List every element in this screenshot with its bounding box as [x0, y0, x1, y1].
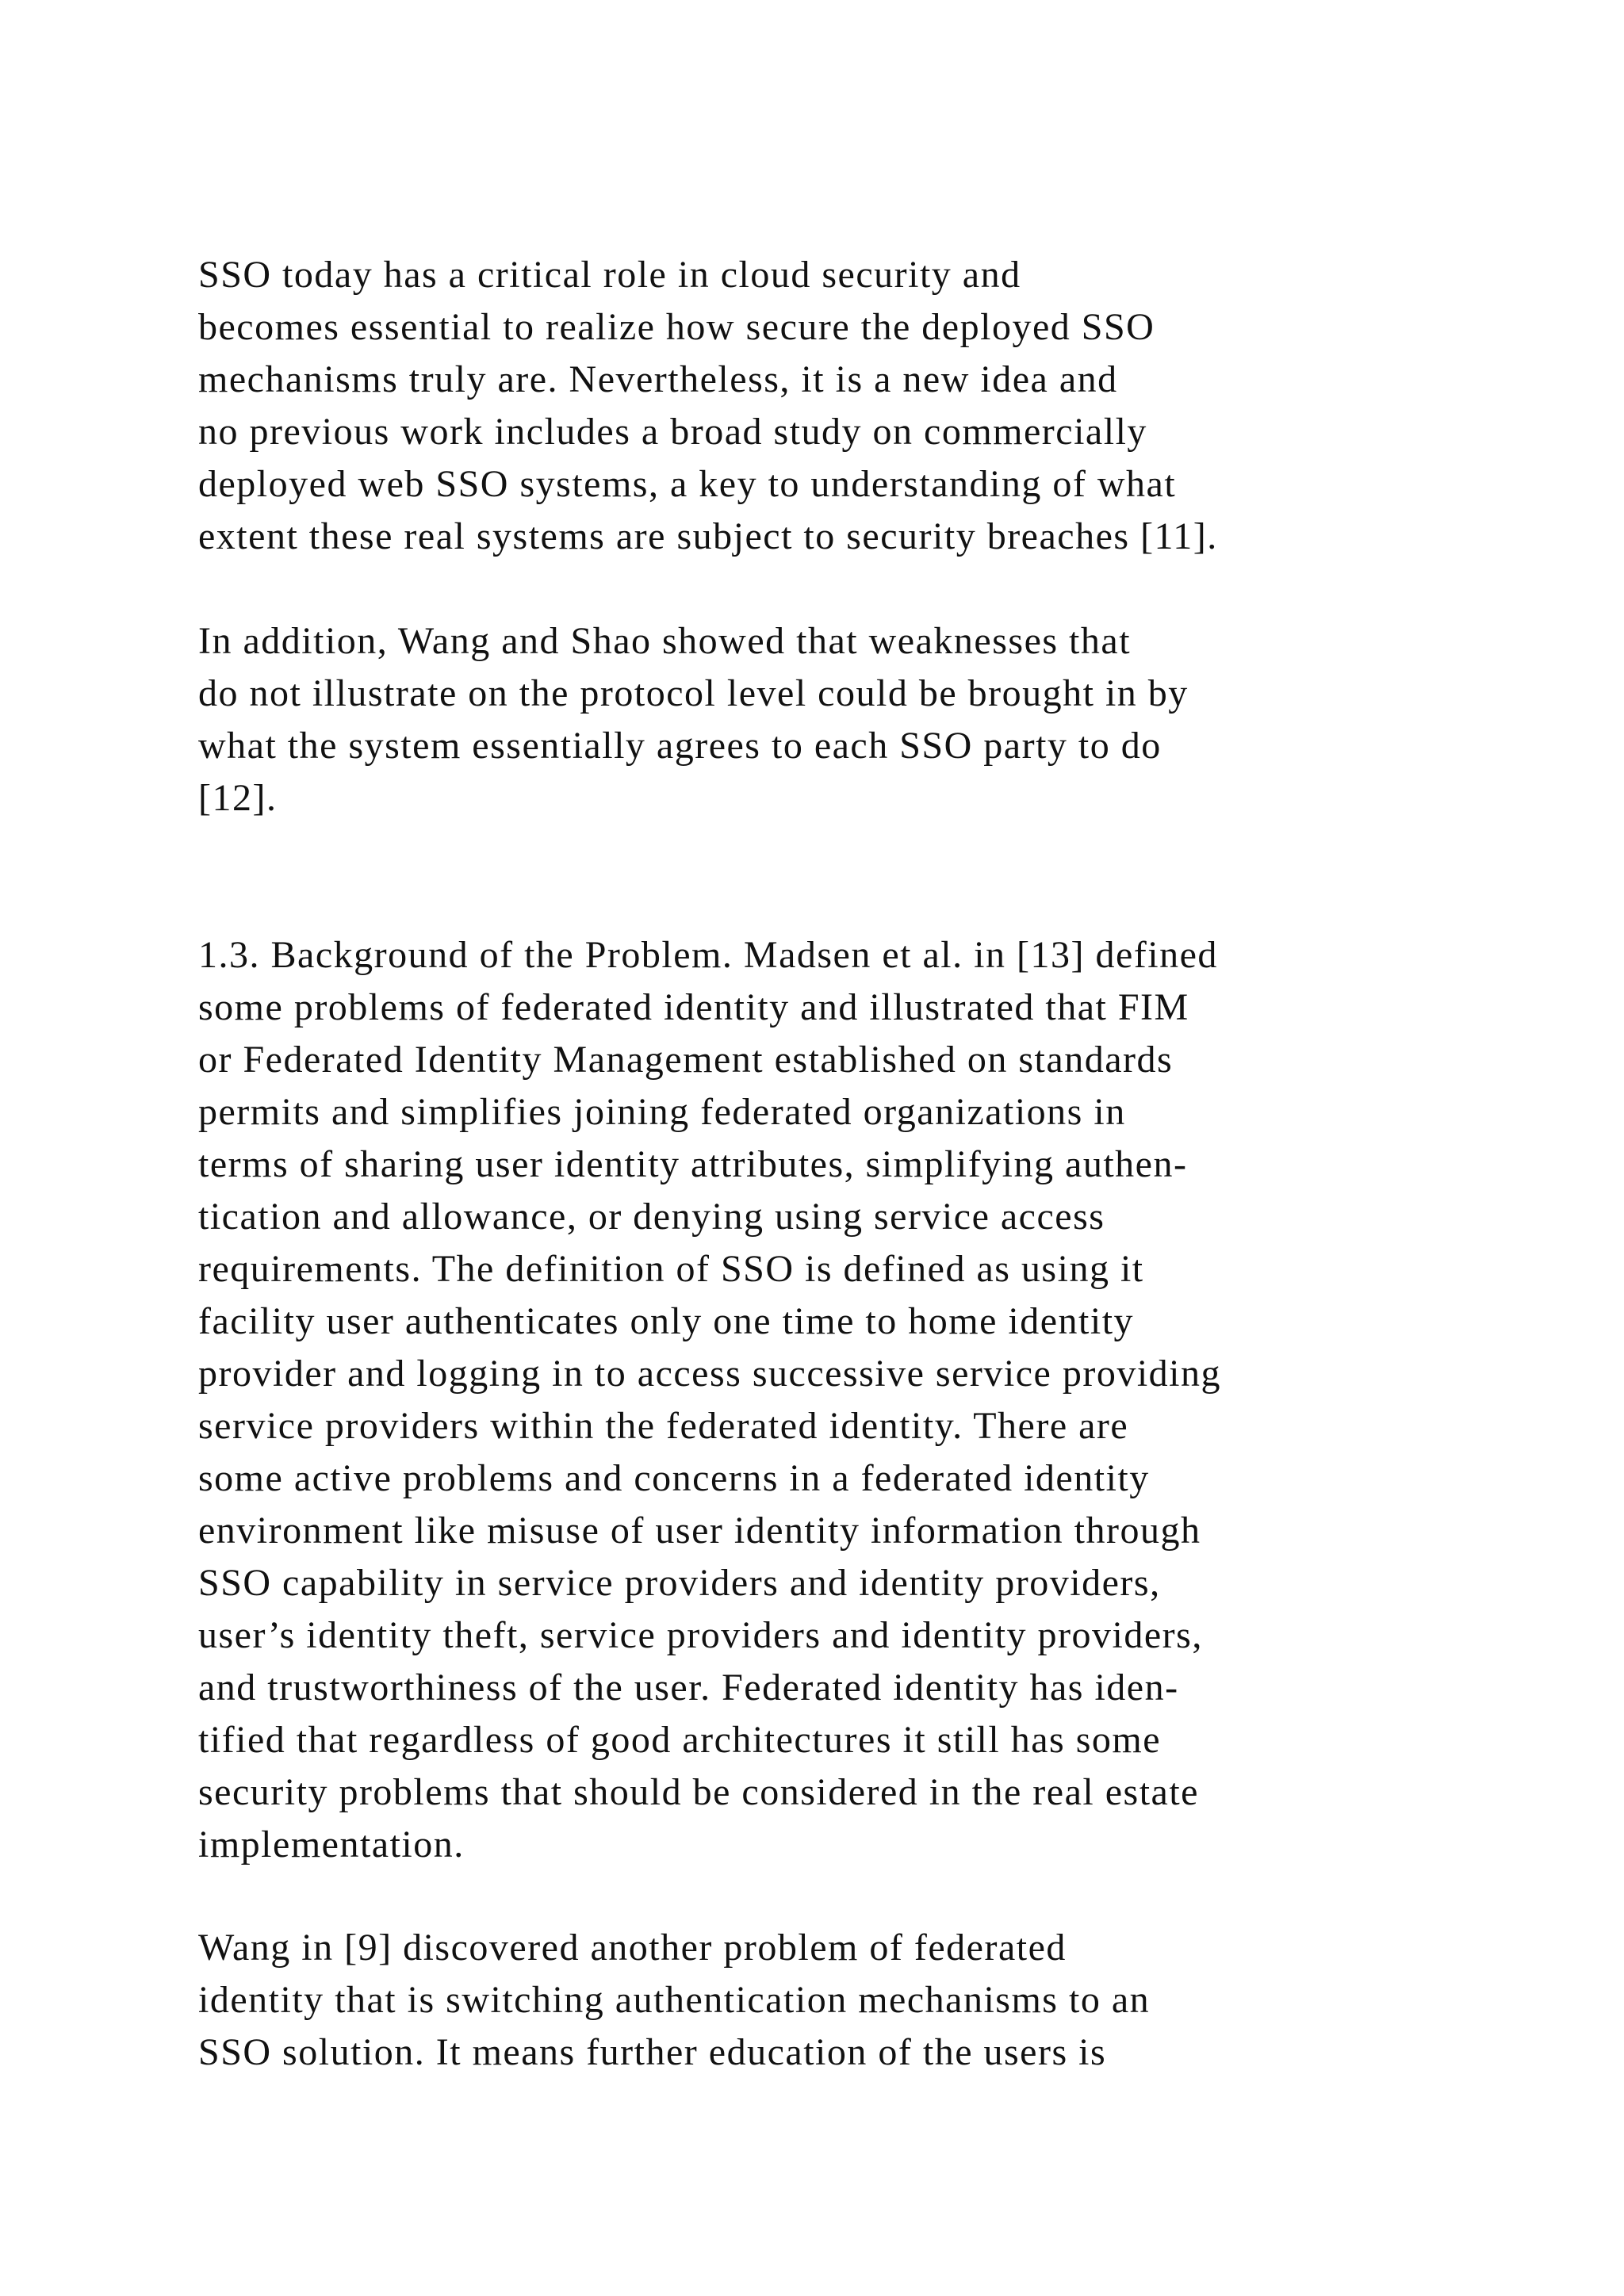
text-line: facility user authenticates only one time to home identity	[198, 1300, 1135, 1342]
text-line: user’s identity theft, service providers and identity providers,	[198, 1614, 1203, 1656]
paragraph-wang-shao	[198, 615, 1546, 825]
text-line: implementation.	[198, 1823, 465, 1866]
text-line: identity that is switching authentication mechanisms to an	[198, 1979, 1151, 2021]
text-line: service providers within the federated identity. There are	[198, 1405, 1129, 1447]
text-line: tication and allowance, or denying using service access	[198, 1196, 1105, 1238]
text-line: terms of sharing user identity attributes, simplifying authen-	[198, 1143, 1188, 1185]
text-line: environment like misuse of user identity information through	[198, 1510, 1201, 1552]
text-line: 1.3. Background of the Problem. Madsen et al. in [13] defined	[198, 934, 1218, 976]
paragraph-sso-critical-role	[198, 249, 1546, 563]
text-line: SSO solution. It means further education of the users is	[198, 2031, 1107, 2073]
paragraph-wang-switching-auth	[198, 1922, 1546, 2079]
text-line: extent these real systems are subject to security breaches [11].	[198, 515, 1218, 557]
text-line: requirements. The definition of SSO is defined as using it	[198, 1248, 1144, 1290]
text-line: deployed web SSO systems, a key to understanding of what	[198, 463, 1177, 505]
text-line: some problems of federated identity and illustrated that FIM	[198, 986, 1189, 1028]
text-line: tified that regardless of good architectures it still has some	[198, 1719, 1162, 1761]
text-line: or Federated Identity Management established on standards	[198, 1039, 1174, 1081]
text-line: and trustworthiness of the user. Federated identity has iden-	[198, 1667, 1179, 1709]
paragraph-background-of-problem	[198, 929, 1546, 1871]
text-line: permits and simplifies joining federated organizations in	[198, 1091, 1126, 1133]
text-line: becomes essential to realize how secure the deployed SSO	[198, 306, 1155, 348]
text-line: what the system essentially agrees to each SSO party to do	[198, 725, 1162, 767]
text-line: Wang in [9] discovered another problem of federated	[198, 1927, 1067, 1969]
text-line: SSO capability in service providers and identity providers,	[198, 1562, 1161, 1604]
text-line: security problems that should be considered in the real estate	[198, 1771, 1199, 1813]
text-line: [12].	[198, 777, 278, 819]
text-line: no previous work includes a broad study on commercially	[198, 411, 1147, 453]
text-line: do not illustrate on the protocol level could be brought in by	[198, 672, 1189, 714]
text-line: In addition, Wang and Shao showed that weaknesses that	[198, 620, 1132, 662]
text-line: provider and logging in to access successive service providing	[198, 1353, 1221, 1395]
text-line: some active problems and concerns in a federated identity	[198, 1457, 1150, 1499]
text-line: mechanisms truly are. Nevertheless, it is a new idea and	[198, 358, 1118, 400]
text-line: SSO today has a critical role in cloud security and	[198, 254, 1021, 296]
